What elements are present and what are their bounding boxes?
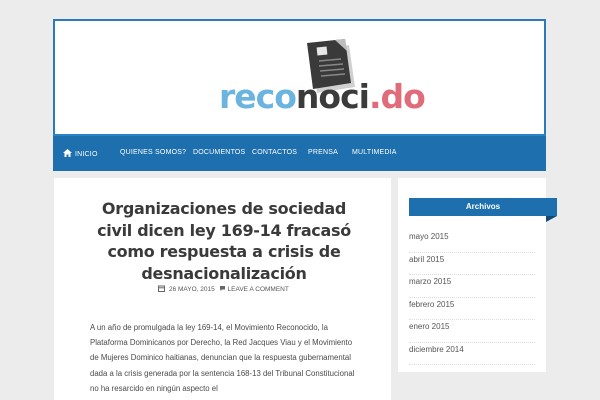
post-date[interactable]: 26 MAYO, 2015	[168, 286, 215, 293]
post-body: A un año de promulgada la ley 169-14, el Movimiento Reconocido, la Plataforma Dominicanos por Derecho, la Red Jacques Viau y el Movimiento de Mujeres Dominico haitianas, denuncian que la respuesta gubernamental dada a la crisis generada por la sentencia 168-13 del Tribunal Constitucional no ha resarcido en ningún aspecto el	[90, 323, 355, 393]
comment-icon	[219, 285, 226, 292]
archive-item[interactable]: abril 2015	[409, 253, 535, 276]
archive-item[interactable]: marzo 2015	[409, 275, 535, 298]
site-header	[53, 19, 546, 136]
archive-item[interactable]: enero 2015	[409, 320, 535, 343]
archive-item[interactable]: febrero 2015	[409, 298, 535, 321]
nav-item-quienes-somos[interactable]: QUIENES SOMOS?	[120, 149, 187, 156]
archive-item[interactable]: diciembre 2014	[409, 343, 535, 366]
nav-item-documentos[interactable]: DOCUMENTOS	[193, 149, 246, 156]
widget-ribbon-fold	[546, 216, 557, 222]
nav-item-contactos[interactable]: CONTACTOS	[252, 149, 298, 156]
main-nav	[53, 134, 546, 171]
sidebar-widget	[398, 178, 546, 372]
archive-item[interactable]: mayo 2015	[409, 230, 535, 253]
site-logo[interactable]	[219, 39, 425, 119]
calendar-icon	[158, 285, 165, 292]
post-meta	[54, 285, 391, 293]
home-icon	[63, 149, 72, 157]
archive-list	[409, 230, 535, 365]
nav-item-inicio[interactable]: INICIO	[63, 149, 98, 158]
leave-comment-link[interactable]: LEAVE A COMMENT	[227, 286, 289, 293]
post-article	[54, 178, 391, 400]
nav-item-prensa[interactable]: PRENSA	[308, 149, 338, 156]
logo-wordmark: reconoci.do	[219, 77, 425, 116]
nav-item-multimedia[interactable]: MULTIMEDIA	[352, 149, 397, 156]
widget-title-archivos: Archivos	[409, 198, 557, 216]
post-title[interactable]: Organizaciones de sociedad civil dicen ley 169-14 fracasó como respuesta a crisis de desnacionalización	[97, 199, 351, 283]
